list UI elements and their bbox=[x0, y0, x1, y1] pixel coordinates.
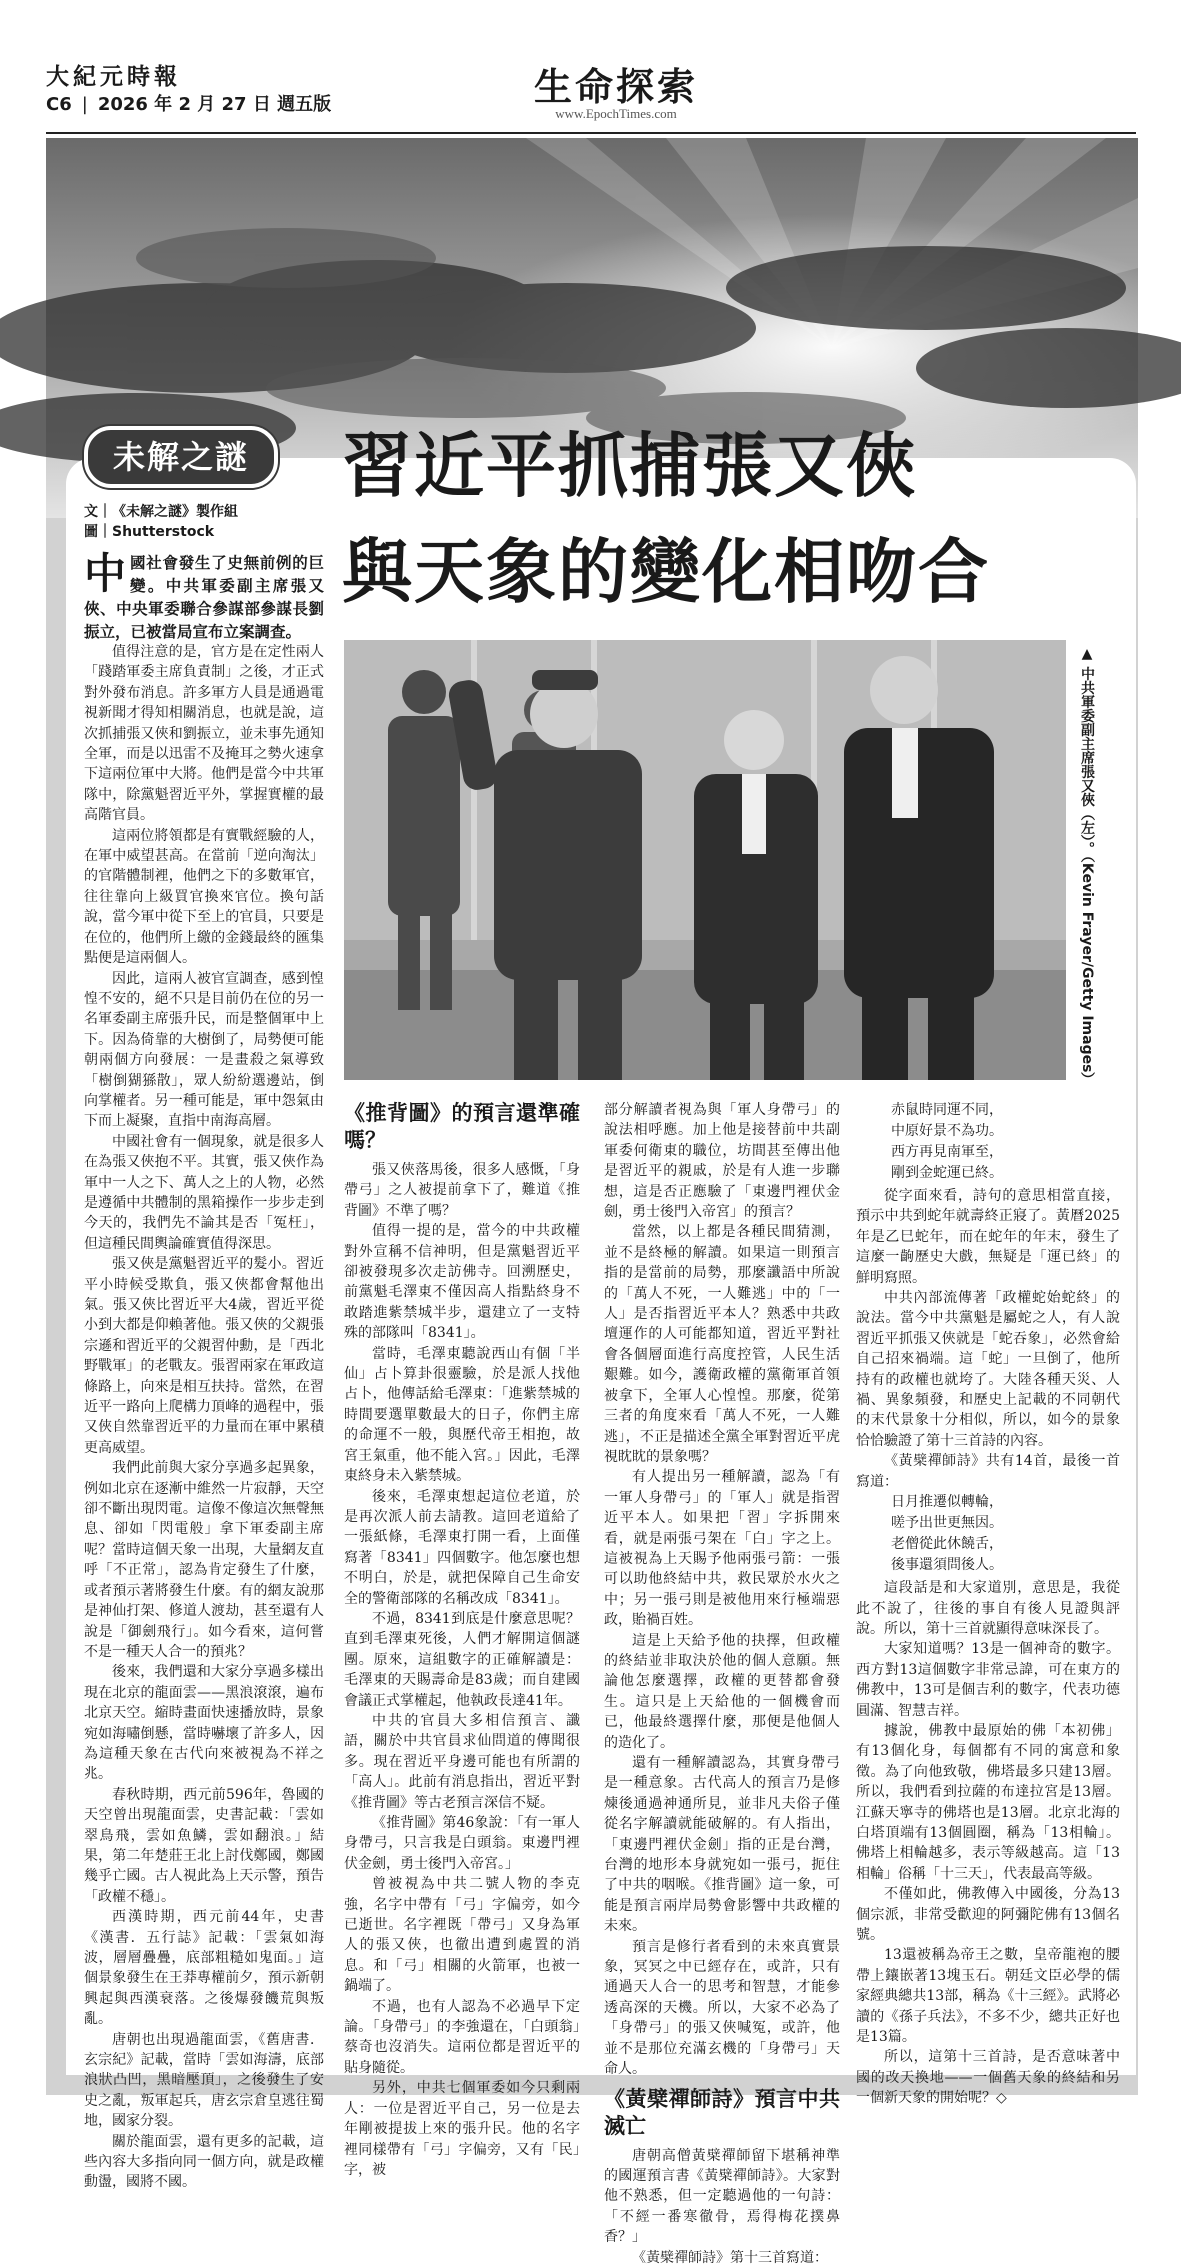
subheading-huangbo: 《黃檗禪師詩》預言中共滅亡 bbox=[604, 2086, 840, 2138]
paragraph: 值得注意的是，官方是在定性兩人「踐踏軍委主席負責制」之後，才正式對外發布消息。許多軍方人員是通過電視新聞才得知相關消息，也就是說，這次抓捕張又俠和劉振立，並未事先通知全軍，而是以迅雷不及掩耳之勢火速拿下這兩位軍中大將。他們是當今中共軍隊中，除黨魁習近平外，掌握實權的最高階官員。 bbox=[84, 644, 324, 824]
paragraph: 因此，這兩人被官宣調查，感到惶惶不安的，絕不只是目前仍在位的另一名軍委副主席張升民，而是整個軍中上下。因為倚靠的大樹倒了，局勢便可能朝兩個方向發展：一是畫殺之氣導致「樹倒猢猻散」，眾人紛紛選邊站，倒向掌權者。另一種可能是，軍中怨氣由下而上凝聚，直指中南海高層。 bbox=[84, 970, 324, 1130]
paragraph: 不過，也有人認為不必過早下定論。「身帶弓」的李強還在，「白頭翁」蔡奇也沒消失。這兩位都是習近平的貼身隨從。 bbox=[344, 1998, 580, 2076]
paragraph: 這是上天給予他的抉擇，但政權的終結並非取決於他的個人意願。無論他怎麼選擇，政權的更替都會發生。這只是上天給他的一個機會而已，他最終選擇什麼，那便是他個人的造化了。 bbox=[604, 1632, 840, 1751]
newspaper-logo: 大紀元時報 bbox=[46, 63, 181, 90]
paragraph: 曾被視為中共二號人物的李克強，名字中帶有「弓」字偏旁，如今已逝世。名字裡既「帶弓」又身為軍人的張又俠，也徹出遭到處置的消息。和「弓」相關的火箭軍，也被一鍋端了。 bbox=[344, 1876, 580, 1995]
military-officers-image bbox=[344, 640, 1066, 1080]
paragraph: 這段話是和大家道別，意思是，我從此不說了，往後的事自有後人見證與評說。所以，第十三首就顯得意味深長了。 bbox=[856, 1580, 1120, 1637]
paragraph: 所以，這第十三首詩，是否意味著中國的改天換地——一個舊天象的終結和另一個新天象的開始呢？◇ bbox=[856, 2049, 1120, 2107]
section-title: 生命探索 bbox=[533, 65, 698, 109]
paragraph: 《黃檗禪師詩》第十三首寫道： bbox=[632, 2249, 828, 2266]
paragraph: 據說，佛教中最原始的佛「本初佛」有13個化身，每個都有不同的寓意和象徵。為了向他致敬，佛塔最多只建13層。所以，我們看到拉薩的布達拉宮是13層。江蘇天寧寺的佛塔也是13層。北京北海的白塔頂端有13個圓圈，稱為「13相輪」。佛塔上相輪越多，表示等級越高。這「13相輪」俗稱「十三天」，代表最高等級。 bbox=[856, 1722, 1120, 1882]
paragraph: 值得一提的是，當今的中共政權對外宣稱不信神明，但是黨魁習近平卻被發現多次走訪佛寺。回溯歷史，前黨魁毛澤東不僅因高人指點終身不敢踏進紫禁城半步，還建立了一支特殊的部隊叫「8341」。 bbox=[344, 1223, 580, 1342]
image-credit: 圖｜Shutterstock bbox=[84, 524, 215, 540]
headline-line-2: 與天象的變化相吻合 bbox=[342, 531, 990, 613]
poem-line: 西方再見南軍至， bbox=[891, 1144, 1003, 1160]
page-line bbox=[46, 90, 331, 116]
paragraph: 西漢時期，西元前44年，史書《漢書．五行誌》記載：「雲氣如海波，層層疊疊，底部粗糙如鬼面。」這個景象發生在王莽專權前夕，預示新朝興起與西漢衰落。之後爆發饑荒與叛亂。 bbox=[84, 1909, 324, 2028]
poem-line: 後事還須問後人。 bbox=[891, 1557, 1003, 1574]
paragraph: 《黃檗禪師詩》共有14首，最後一首寫道： bbox=[856, 1453, 1120, 1490]
paragraph: 部分解讀者視為與「軍人身帶弓」的說法相呼應。加上他是接替前中共副軍委何衛東的職位，坊間甚至傳出他是習近平的親戚，於是有人進一步聯想，這是否正應驗了「東邊門裡伏金劍，勇士後門入帝宮」的預言？ bbox=[604, 1102, 840, 1221]
paragraph: 13還被稱為帝王之數，皇帝龍袍的腰帶上鑲嵌著13塊玉石。朝廷文臣必學的儒家經典總共13部，稱為《十三經》。武將必讀的《孫子兵法》，不多不少，總共正好也是13篇。 bbox=[856, 1947, 1120, 2046]
column-badge: 未解之謎 bbox=[84, 426, 278, 488]
paragraph: 這兩位將領都是有實戰經驗的人，在軍中威望甚高。在當前「逆向淘汰」的官階體制裡，他們之下的多數軍官，往往靠向上級買官換來官位。換句話說，當今軍中從下至上的官員，只要是在位的，他們所上繳的金錢最終的匯集點便是這兩個人。 bbox=[84, 827, 324, 967]
paragraph: 春秋時期，西元前596年，魯國的天空曾出現龍面雲，史書記載：「雲如翠鳥飛，雲如魚鱗，雲如翻浪。」結果，第二年楚莊王北上討伐鄭國，鄭國幾乎亡國。古人視此為上天示警，預告「政權不穩」。 bbox=[84, 1786, 324, 1905]
paragraph: 還有一種解讀認為，其實身帶弓是一種意象。古代高人的預言乃是修煉後通過神通所見，並非凡夫俗子僅從名字解讀就能破解的。有人指出，「東邊門裡伏金劍」指的正是台灣，台灣的地形本身就宛如一張弓，扼住了中共的咽喉。《推背圖》這一象，可能是預言兩岸局勢會影響中共政權的未來。 bbox=[604, 1755, 840, 1935]
page-number: C6 bbox=[46, 94, 72, 115]
paragraph: 唐朝也出現過龍面雲，《舊唐書．玄宗紀》記載，當時「雲如海濤，底部浪狀凸凹，黑暗壓頂」，之後發生了安史之亂，叛軍起兵，唐玄宗倉皇逃往蜀地，國家分裂。 bbox=[84, 2031, 324, 2130]
officers-photo bbox=[344, 640, 1066, 1080]
photo-caption: ▲ 中共軍委副主席張又俠（左）。（Kevin Frayer/Getty Images） bbox=[1079, 646, 1095, 1087]
lede-paragraph bbox=[84, 549, 324, 644]
poem-line: 剛到金蛇運已終。 bbox=[891, 1165, 1003, 1181]
paragraph: 有人提出另一種解讀，認為「有一軍人身帶弓」的「軍人」就是指習近平本人。如果把「習」字拆開來看，就是兩張弓架在「白」字之上。這被視為上天賜予他兩張弓箭：一張可以助他終結中共，救民眾於水火之中；另一張弓則是被他用來行極端惡政，貽禍百姓。 bbox=[604, 1469, 840, 1629]
poem-13 bbox=[856, 1100, 1120, 1184]
poem-line: 日月推遷似轉輪， bbox=[891, 1494, 1003, 1511]
masthead-rule bbox=[46, 132, 1136, 134]
paragraph: 不僅如此，佛教傳入中國後，分為13個宗派，非常受歡迎的阿彌陀佛有13個名號。 bbox=[856, 1886, 1120, 1943]
text-credit: 文｜《未解之謎》製作組 bbox=[84, 504, 238, 520]
poem-line: 老僧從此休饒舌， bbox=[891, 1536, 1003, 1553]
article-column-4 bbox=[856, 1100, 1120, 2107]
paragraph: 中國社會有一個現象，就是很多人在為張又俠抱不平。其實，張又俠作為軍中一人之下、萬人之上的人物，必然是遵循中共體制的黑箱操作一步步走到今天的，我們先不論其是否「冤枉」，但這種民間輿論確實值得深思。 bbox=[84, 1133, 324, 1252]
paragraph: 中共的官員大多相信預言、讖語，關於中共官員求仙問道的傳聞很多。現在習近平身邊可能也有所謂的「高人」。此前有消息指出，習近平對《推背圖》等古老預言深信不疑。 bbox=[344, 1712, 580, 1811]
paragraph: 中共內部流傳著「政權蛇始蛇終」的說法。當今中共黨魁是屬蛇之人，有人說習近平抓張又俠就是「蛇吞象」，必然會給自己招來禍端。這「蛇」一旦倒了，他所持有的政權也就垮了。大陸各種天災、人禍、異象頻發，和歷史上記載的不同朝代的末代景象十分相似，所以，如今的景象恰恰驗證了第十三首詩的內容。 bbox=[856, 1290, 1120, 1449]
masthead bbox=[46, 54, 1136, 134]
paragraph: 唐朝高僧黃檗禪師留下堪稱神準的國運預言書《黃檗禪師詩》。大家對他不熟悉，但一定聽過他的一句詩：「不經一番寒徹骨，焉得梅花撲鼻香？」 bbox=[604, 2147, 840, 2246]
drop-cap: 中 bbox=[84, 549, 127, 598]
poem-line: 赤鼠時同運不同， bbox=[891, 1102, 1003, 1118]
paragraph: 大家知道嗎？13是一個神奇的數字。西方對13這個數字非常忌諱，可在東方的佛教中，13可是個吉利的數字，代表功德圓滿、智慧吉祥。 bbox=[856, 1641, 1120, 1719]
paragraph: 我們此前與大家分享過多起異象，例如北京在逐漸中維然一片寂靜，天空卻不斷出現閃電。這像不像這次無聲無息、卻如「閃電般」拿下軍委副主席呢？當時這個天象一出現，大量網友直呼「不正常」，認為肯定發生了什麼，或者預示著將發生什麼。有的網友說那是神仙打架、修道人渡劫，甚至還有人說是「御劍飛行」。如今看來，這何嘗不是一種天人合一的預兆？ bbox=[84, 1460, 324, 1660]
paragraph: 張又俠落馬後，很多人感慨，「身帶弓」之人被提前拿下了，難道《推背圖》不準了嗎？ bbox=[344, 1162, 580, 1219]
paragraph: 後來，我們還和大家分享過多樣出現在北京的龍面雲——黑浪滾滾，遍布北京天空。縮時畫面快速播放時，景象宛如海嘯倒懸，當時嚇壞了許多人，因為這種天象在古代向來被視為不祥之兆。 bbox=[84, 1664, 324, 1783]
poem-line: 中原好景不為功。 bbox=[891, 1123, 1003, 1139]
article-credits bbox=[84, 502, 324, 542]
paragraph: 另外，中共七個軍委如今只剩兩人：一位是習近平自己，另一位是去年剛被提拔上來的張升民。他的名字裡同樣帶有「弓」字偏旁，又有「民」字，被 bbox=[344, 2080, 580, 2178]
headline-line-1: 習近平抓捕張又俠 bbox=[342, 425, 918, 507]
article-column-1 bbox=[84, 642, 324, 2191]
poem-14 bbox=[856, 1492, 1120, 1576]
issue-date: 2026 年 2 月 27 日 週五版 bbox=[97, 94, 332, 115]
paragraph: 關於龍面雲，還有更多的記載，這些內容大多指向同一個方向，就是政權動盪，國將不國。 bbox=[84, 2133, 324, 2191]
paragraph: 《推背圖》第46象說：「有一軍人身帶弓，只言我是白頭翁。東邊門裡伏金劍，勇士後門入帝宮。」 bbox=[344, 1815, 580, 1872]
paragraph: 張又俠是黨魁習近平的髮小。習近平小時候受欺負，張又俠都會幫他出氣。張又俠比習近平大4歲，習近平從小到大都是仰賴著他。張又俠的父親張宗遜和習近平的父親習仲勳，是「西北野戰軍」的老戰友。張習兩家在軍政這條路上，向來是相互扶持。當然，在習近平一路向上爬構力頂峰的過程中，張又俠自然靠習近平的力量而在軍中累積更高威望。 bbox=[84, 1256, 324, 1456]
subheading-tuibeitu: 《推背圖》的預言還準確嗎？ bbox=[344, 1101, 580, 1152]
site-url: www.EpochTimes.com bbox=[555, 106, 677, 121]
paragraph: 當時，毛澤東聽說西山有個「半仙」占卜算卦很靈驗，於是派人找他占卜，他傳話給毛澤東：「進紫禁城的時間要選單數最大的日子，你們主席的命運不一般，與歷代帝王相抱，故宮王氣重，他不能入宮。」因此，毛澤東終身未入紫禁城。 bbox=[344, 1345, 580, 1485]
article-column-2 bbox=[344, 1100, 580, 2178]
paragraph: 不過，8341到底是什麼意思呢？直到毛澤東死後，人們才解開這個謎團。原來，這組數字的正確解讀是：毛澤東的天賜壽命是83歲；而自建國會議正式掌權起，他執政長達41年。 bbox=[344, 1610, 580, 1709]
paragraph: 從字面來看，詩句的意思相當直接，預示中共到蛇年就壽終正寢了。黃曆2025年是乙巳蛇年，而在蛇年的年末，發生了這麼一齣歷史大戲，無疑是「運已終」的鮮明寫照。 bbox=[856, 1188, 1120, 1286]
lede-text: 國社會發生了史無前例的巨變。中共軍委副主席張又俠、中央軍委聯合參謀部參謀長劉振立，已被當局宣布立案調查。 bbox=[84, 554, 324, 641]
paragraph: 後來，毛澤東想起這位老道，於是再次派人前去請教。這回老道給了一張紙條，毛澤東打開一看，上面僅寫著「8341」四個數字。他怎麼也想不明白，於是，就把保障自己生命安全的警衛部隊的名稱改成「8341」。 bbox=[344, 1488, 580, 1607]
paragraph: 預言是修行者看到的未來真實景象，冥冥之中已經存在，或許，只有通過天人合一的思考和智慧，才能參透高深的天機。所以，大家不必為了「身帶弓」的張又俠喊冤，或許，他並不是那位充滿玄機的「身帶弓」天命人。 bbox=[604, 1938, 840, 2078]
poem-line: 嗟予出世更無因。 bbox=[891, 1515, 1003, 1532]
page-separator: | bbox=[81, 94, 88, 115]
paragraph: 當然，以上都是各種民間猜測，並不是終極的解讀。如果這一則預言指的是當前的局勢，那麼讖語中所說的「萬人不死，一人難逃」中的「一人」是否指習近平本人？熟悉中共政壇運作的人可能都知道，習近平對社會各個層面進行高度控管，人民生活艱難。如今，護衛政權的黨衛軍首領被拿下，全軍人心惶惶。那麼，從第三者的角度來看「萬人不死，一人難逃」，不正是描述全黨全軍對習近平虎視眈眈的景象嗎？ bbox=[604, 1224, 840, 1465]
article-column-3 bbox=[604, 1100, 840, 2266]
